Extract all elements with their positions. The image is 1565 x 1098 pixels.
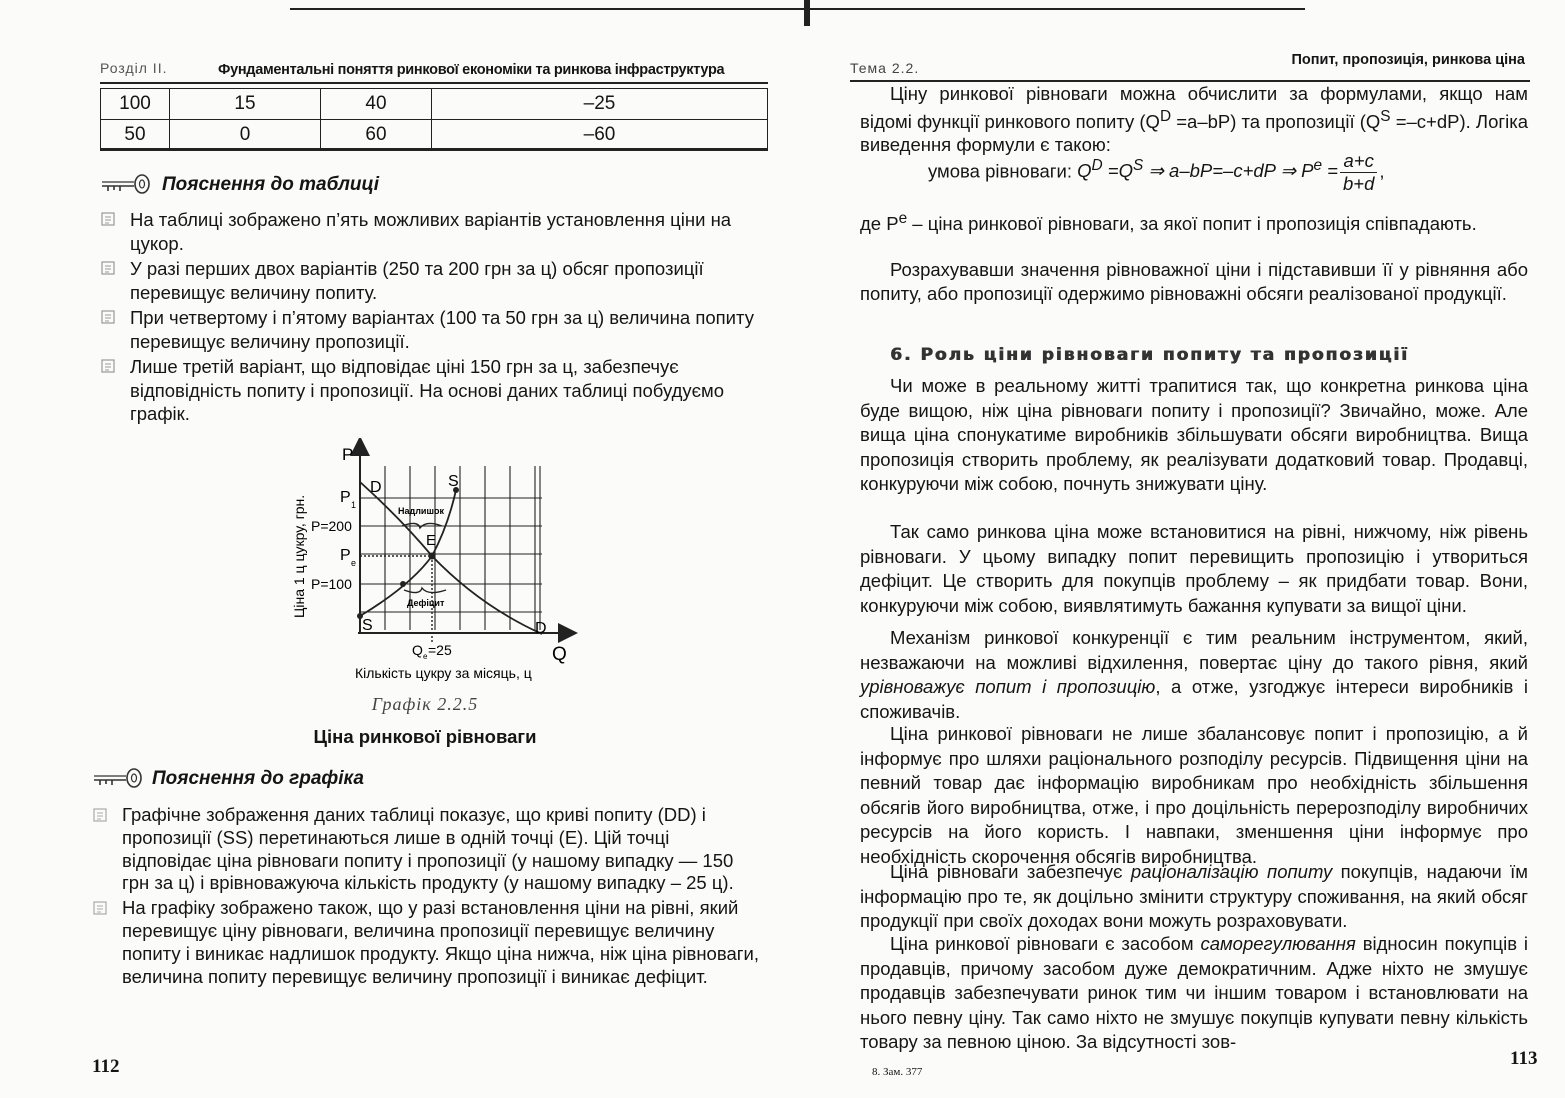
intro-paragraph	[860, 82, 1528, 156]
list-item	[92, 897, 760, 988]
emphasis: саморегулювання	[1200, 933, 1356, 954]
paragraph: Так само ринкова ціна може встановитися на рівні, нижчому, ніж рівень рівноваги. У цьому випадку попит перевищить пропозицію і утвориться дефіцит. Це створить для покупців проблему – як придбати товар. Вони, конкуруючи між собою, виявлятимуть бажання купувати за вищої ціни.	[860, 521, 1528, 616]
formula-q: Q	[1077, 160, 1092, 182]
text-run: – ціна ринкової рівноваги, за якої попит і пропозиція співпадають.	[907, 213, 1477, 235]
key-icon	[100, 172, 152, 196]
emphasis: раціоналізацію попиту	[1130, 861, 1333, 882]
figure-title: Ціна ринкової рівноваги	[313, 726, 537, 747]
superscript: e	[898, 210, 908, 227]
pe-subscript: e	[351, 558, 357, 568]
formula-mid: =Q	[1102, 160, 1133, 182]
paragraph	[860, 626, 1528, 724]
text-run: =–c+dP). Логіка виведення формули є такою:	[860, 111, 1529, 156]
equilibrium-formula	[928, 150, 1385, 195]
p200-label: P=200	[311, 518, 352, 534]
bullet-text: На графіку зображено також, що у разі встановлення ціни на рівні, який перевищує ціну рівноваги, величина пропозиції перевищує величину попиту і виникає надлишок продукту. Якщо ціна нижча, ніж ціна рівноваги, величина попиту перевищує величину пропозиції і виникає дефіцит.	[122, 897, 759, 987]
text-run: де P	[860, 213, 899, 235]
right-page	[820, 0, 1565, 1098]
print-footnote: 8. Зам. 377	[872, 1066, 923, 1078]
notebook-icon	[100, 309, 116, 325]
deficit-label: Дефіцит	[407, 598, 445, 608]
table-cell: 60	[321, 120, 432, 151]
paragraph	[860, 932, 1528, 1055]
qe-value: =25	[428, 642, 452, 658]
text-run: , а отже, узгоджує інтереси виробників і споживачів.	[860, 676, 1528, 722]
x-axis-title: Кількість цукру за місяць, ц	[355, 665, 532, 681]
text-run: Механізм ринкової конкуренції є тим реальним інструментом, який, незважаючи на можливі відхилення, повертає ціну до такого рівня, який	[860, 627, 1528, 673]
figure-number: Графік 2.2.5	[371, 694, 479, 714]
table-cell: 100	[101, 89, 170, 120]
fraction	[1340, 150, 1377, 195]
notebook-icon	[92, 807, 108, 823]
superscript: S	[1380, 108, 1391, 125]
graph-bullet-list	[92, 804, 760, 990]
axis-q-label: Q	[552, 644, 567, 665]
bullet-text: У разі перших двох варіантів (250 та 200 грн за ц) обсяг пропозиції перевищує величину попиту.	[130, 258, 704, 303]
fraction-numerator: a+c	[1340, 150, 1377, 173]
emphasis: урівноважує попит і пропозицію	[860, 676, 1156, 697]
notebook-icon	[100, 358, 116, 374]
equilibrium-label: E	[426, 532, 437, 549]
formula-rest: ⇒ a–bP=–c+dP ⇒ P	[1143, 160, 1314, 182]
table-row	[101, 89, 768, 120]
paragraph: Ціна ринкової рівноваги не лише збалансовує попит і пропозицію, а й інформує про шляхи раціонального розподілу ресурсів. Підвищення ціни на певний товар дає інформацію виробникам про необхідність збільшення обсягів його виробництва, отже, і про доцільність перерозподілу виробничих ресурсів на його користь. І навпаки, зменшення ціни інформує про необхідність скорочення обсягів виробництва.	[860, 723, 1528, 867]
table-cell: 15	[170, 89, 321, 120]
p100-label: P=100	[311, 576, 352, 592]
demand-top-label: D	[370, 479, 382, 496]
data-table	[100, 88, 768, 151]
table-cell: –25	[432, 89, 768, 120]
supply-bottom-label: S	[362, 617, 373, 634]
paragraph: Чи може в реальному житті трапитися так, що конкретна ринкова ціна буде вищою, ніж ціна рівноваги попиту і пропозиції? Звичайно, може. Але вища ціна спонукатиме виробників збільшувати обсяги виробництва. Вища пропозиція створить проблему, як реалізувати додатковий товар. Продавці, конкуруючи між собою, почнуть знижувати ціну.	[860, 375, 1528, 494]
supply-point-bottom	[400, 581, 406, 587]
text-run: покупців, надаючи їм інформацію про те, як доцільно змінити структуру споживання, на який обсяг продукції при своїх доходах вони можуть розраховувати.	[860, 861, 1528, 931]
bullet-text: На таблиці зображено п’ять можливих варіантів установлення ціни на цукор.	[130, 209, 732, 254]
demand-bottom-label: D	[535, 620, 547, 637]
book-spine	[804, 0, 810, 26]
running-head-title: Фундаментальні поняття ринкової економіки та ринкова інфраструктура	[218, 62, 725, 78]
list-item	[100, 306, 768, 353]
key-icon	[92, 766, 144, 790]
superscript: D	[1159, 108, 1172, 125]
list-item	[100, 257, 768, 304]
table-cell: –60	[432, 120, 768, 151]
table-cell: 40	[321, 89, 432, 120]
notebook-icon	[100, 211, 116, 227]
demand-curve	[360, 482, 542, 634]
superscript: e	[1313, 157, 1323, 175]
running-head-title: Попит, пропозиція, ринкова ціна	[1291, 52, 1525, 68]
superscript: S	[1132, 157, 1144, 175]
header-rule	[100, 82, 768, 84]
fraction-denominator: b+d	[1343, 173, 1375, 194]
list-item	[100, 208, 768, 255]
paragraph	[860, 860, 1528, 934]
formula-prefix: умова рівноваги:	[928, 160, 1078, 182]
p1-subscript: 1	[351, 500, 357, 510]
pe-label: P	[340, 547, 351, 564]
section-heading: 6. Роль ціни рівноваги попиту та пропозиції	[890, 345, 1409, 365]
text-run: Ціна рівноваги забезпечує	[890, 861, 1131, 882]
running-head-label: Тема 2.2.	[850, 60, 920, 76]
text-run: відносин покупців і продавців, причому засобом дуже демократичним. Адже ніхто не змушує продавців забезпечувати ринок тим чи іншим товаром і встановлювати на нього певну ціну. Так само ніхто не змушує покупців купувати певну кількість товару за певною ціною. За відсутності зов-	[860, 933, 1529, 1052]
text-run: Ціну ринкової рівноваги можна обчислити за формулами, якщо нам відомі функції ринкового попиту (Q	[860, 83, 1528, 133]
notebook-icon	[92, 900, 108, 916]
bullet-text: При четвертому і п’ятому варіантах (100 та 50 грн за ц) величина попиту перевищує величину пропозиції.	[130, 307, 754, 352]
notebook-icon	[100, 260, 116, 276]
y-axis-title: Ціна 1 ц цукру, грн.	[291, 494, 307, 618]
formula-eq: =	[1322, 160, 1338, 182]
grid-lines	[360, 466, 542, 630]
axis-p-label: P	[342, 445, 354, 464]
text-run: =a–bP) та пропозиції (Q	[1171, 111, 1381, 133]
running-head-label: Розділ II.	[100, 60, 168, 76]
qe-subscript: e	[423, 652, 428, 661]
page-number: 113	[1510, 1048, 1538, 1069]
table-bottom-rule	[100, 148, 768, 151]
text-run: Ціна ринкової рівноваги є засобом	[890, 933, 1201, 954]
table-note-heading: Пояснення до таблиці	[162, 174, 380, 195]
table-bullet-list	[100, 208, 768, 428]
definition-paragraph	[860, 206, 1528, 237]
list-item	[100, 355, 768, 426]
superscript: D	[1091, 157, 1103, 175]
bullet-text: Лише третій варіант, що відповідає ціні 150 грн за ц, забезпечує відповідність попиту і пропозиції. На основі даних таблиці побудуємо графік.	[130, 356, 725, 424]
table-cell: 0	[170, 120, 321, 151]
page-number: 112	[92, 1056, 120, 1077]
table-cell: 50	[101, 120, 170, 151]
table-row	[101, 120, 768, 151]
surplus-label: Надлишок	[398, 506, 444, 516]
qe-label: Q	[412, 642, 423, 658]
p1-label: P	[340, 489, 351, 506]
supply-demand-graph	[280, 438, 590, 688]
bullet-text: Графічне зображення даних таблиці показує, що криві попиту (DD) і пропозиції (SS) перетинаються лише в одній точці (Е). Цій точці відповідає ціна рівноваги попиту і пропозиції (у нашому випадку — 150 грн за ц) і врівноважуюча кількість продукту (у нашому випадку – 25 ц).	[122, 804, 734, 894]
graph-note-heading: Пояснення до графіка	[152, 768, 364, 789]
supply-top-label: S	[448, 473, 459, 490]
list-item	[92, 804, 760, 895]
calc-paragraph: Розрахувавши значення рівноважної ціни і підставивши її у рівняння або попиту, або пропозиції одержимо рівноважні обсяги реалізованої продукції.	[860, 259, 1528, 304]
formula-tail: ,	[1379, 160, 1385, 182]
